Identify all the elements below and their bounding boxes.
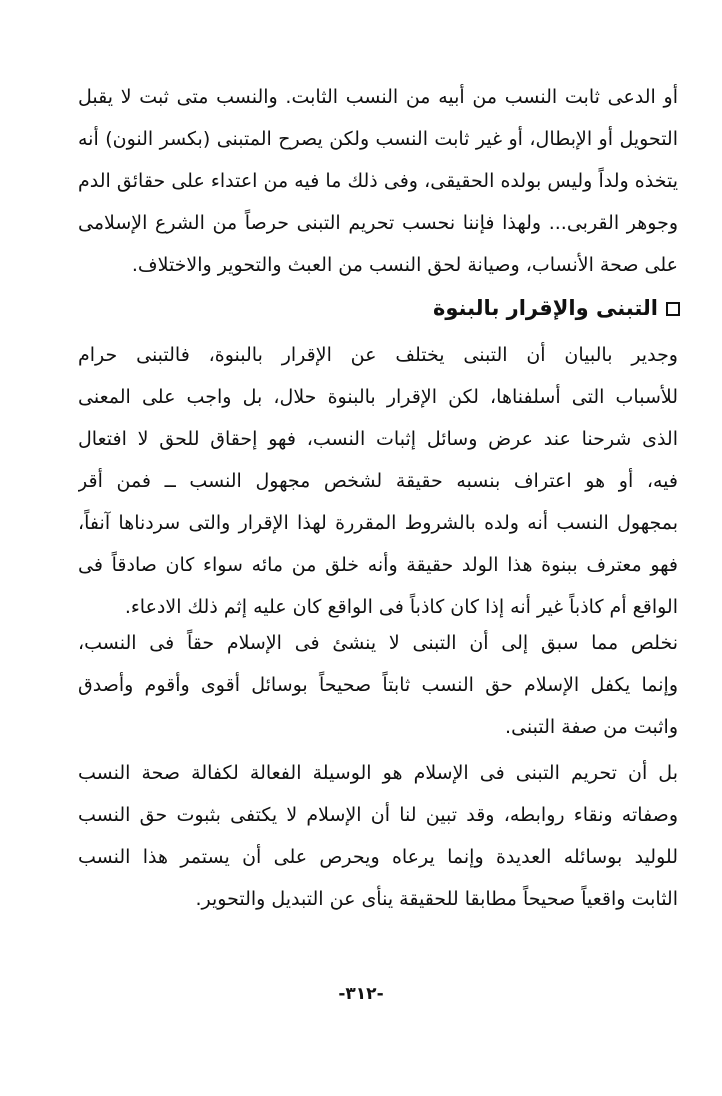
text-line: وجوهر القربى... ولهذا فإننا نحسب تحريم التبنى حرصاً من الشرع الإسلامى: [78, 212, 678, 234]
text-line: التحويل أو الإبطال، أو غير ثابت النسب ولكن يصرح المتبنى (بكسر النون) أنه: [78, 128, 678, 150]
text-line: نخلص مما سبق إلى أن التبنى لا ينشئ فى الإسلام حقاً فى النسب،: [78, 632, 678, 654]
text-line: الواقع أم كاذباً غير أنه إذا كان كاذباً فى الواقع كان عليه إثم ذلك الادعاء.: [124, 596, 678, 618]
paragraph-3: [78, 622, 678, 748]
text-line: على صحة الأنساب، وصيانة لحق النسب من العبث والتحوير والاختلاف.: [131, 254, 678, 276]
text-line: للوليد بوسائله العديدة وإنما يرعاه ويحرص على أن يستمر هذا النسب: [78, 846, 678, 868]
text-line: وصفاته ونقاء روابطه، وقد تبين لنا أن الإسلام لا يكتفى بثبوت حق النسب: [78, 804, 678, 826]
text-line: وإنما يكفل الإسلام حق النسب ثابتاً صحيحاً بوسائل أقوى وأقوم وأصدق: [78, 674, 678, 696]
text-line: الثابت واقعياً صحيحاً مطابقا للحقيقة ينأى عن التبديل والتحوير.: [195, 888, 678, 910]
square-bullet-icon: [666, 302, 680, 316]
text-line: بل أن تحريم التبنى فى الإسلام هو الوسيلة الفعالة لكفالة صحة النسب: [78, 762, 678, 784]
text-line: للأسباب التى أسلفناها، لكن الإقرار بالبنوة حلال، بل واجب على المعنى: [78, 386, 678, 408]
paragraph-1: [78, 76, 678, 286]
text-line: بمجهول النسب أنه ولده بالشروط المقررة لهذا الإقرار والتى سردناها آنفاً،: [78, 512, 678, 534]
text-line: واثبت من صفة التبنى.: [505, 716, 678, 738]
text-line: وجدير بالبيان أن التبنى يختلف عن الإقرار بالبنوة، فالتبنى حرام: [78, 344, 678, 366]
paragraph-4: [78, 752, 678, 920]
text-line: فهو معترف ببنوة هذا الولد حقيقة وأنه خلق من مائه سواء كان صادقاً فى: [78, 554, 678, 576]
text-line: أو الدعى ثابت النسب من أبيه من النسب الثابت. والنسب متى ثبت لا يقبل: [78, 86, 678, 108]
section-heading: [78, 290, 680, 326]
text-line: فيه، أو هو اعتراف بنسبه حقيقة لشخص مجهول النسب ــ فمن أقر: [78, 470, 678, 492]
paragraph-2: [78, 334, 678, 628]
page-number: -٣١٢-: [338, 984, 384, 1004]
text-line: الذى شرحنا عند عرض وسائل إثبات النسب، فهو إحقاق للحق لا افتعال: [78, 428, 678, 450]
text-line: يتخذه ولداً وليس بولده الحقيقى، وفى ذلك ما فيه من اعتداء على حقائق الدم: [78, 170, 678, 192]
section-heading-text: التبنى والإقرار بالبنوة: [432, 296, 658, 320]
